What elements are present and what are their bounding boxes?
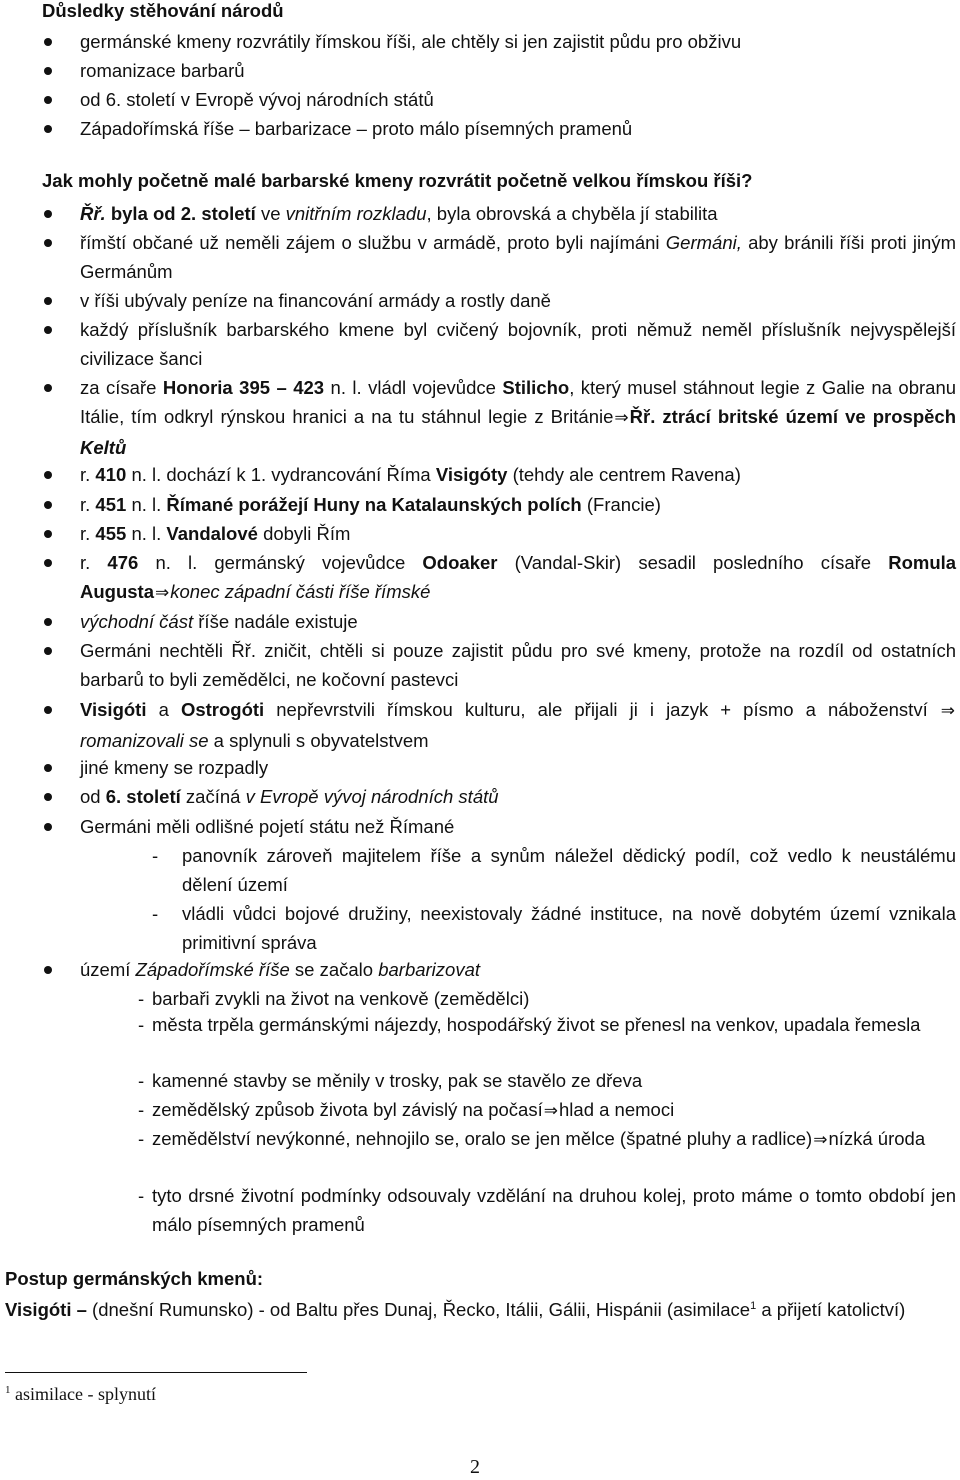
text-bold: Honoria 395 – 423 [162, 377, 325, 398]
text: se začalo [294, 959, 374, 980]
dash-item [152, 899, 956, 957]
text-italic: Západořímské říše [135, 959, 290, 980]
footnote-number: 1 [5, 1384, 11, 1396]
arrow-icon: ⇒ [614, 408, 629, 428]
text: n. l. germánský vojevůdce [155, 552, 406, 573]
dash-marker: - [138, 1128, 145, 1149]
dash-item [138, 1010, 956, 1039]
dash-item [152, 841, 956, 899]
list-item: jiné kmeny se rozpadly [80, 753, 956, 782]
text: města trpěla germánskými nájezdy, hospodářský život se přenesl na venkov, upadala řemesla [152, 1014, 921, 1035]
text-bold: 455 [95, 523, 127, 544]
text: panovník zároveň majitelem říše a synům náležel dědický podíl, což vedlo k neustálému dělení území [182, 845, 956, 895]
text: dobyli Řím [263, 523, 351, 544]
text: (dnešní Rumunsko) - od Baltu přes Dunaj, Řecko, Itálii, Gálii, Hispánii (asimilace [92, 1299, 751, 1320]
text: nízká úroda [828, 1128, 926, 1149]
text: n. l. dochází k 1. vydrancování Říma [131, 464, 431, 485]
text: r. [80, 494, 91, 515]
question-heading: Jak mohly početně malé barbarské kmeny rozvrátit početně velkou římskou říši? [42, 170, 753, 191]
text-bold: Řř. ztrácí britské území ve prospěch [629, 406, 956, 427]
text-bold: 476 [107, 552, 139, 573]
text-bold-italic: Keltů [80, 437, 127, 458]
list-item: Západořímská říše – barbarizace – proto málo písemných pramenů [80, 114, 956, 143]
list-item: každý příslušník barbarského kmene byl cvičený bojovník, proti němuž neměl příslušník nejvyspělejší civilizace šanci [80, 315, 956, 373]
dash-marker: - [152, 845, 159, 866]
text-italic: konec západní části říše římské [170, 581, 431, 602]
text: , který musel stáhnout legie z Galie na obranu Itálie, tím odkryl rýnskou hranici a na tu stáhnul legie z Británie [80, 377, 957, 427]
list-item: romanizace barbarů [80, 56, 956, 85]
list-item: v říši ubývaly peníze na financování armády a rostly daně [80, 286, 956, 315]
text-bold: 2. století [180, 203, 256, 224]
text-bold: Vandalové [166, 523, 258, 544]
list-item [80, 460, 956, 489]
text-bold: Odoaker [422, 552, 498, 573]
text: hlad a nemoci [559, 1099, 675, 1120]
text: r. [80, 523, 91, 544]
footnote [5, 1384, 156, 1405]
text-bold: Visigóty [435, 464, 508, 485]
list-item [80, 490, 956, 519]
dash-item [138, 1124, 956, 1155]
text-italic: barbarizovat [378, 959, 481, 980]
dash-item [138, 1181, 956, 1239]
text: , byla obrovská a chyběla jí stabilita [426, 203, 718, 224]
text: a přijetí katolictví) [761, 1299, 906, 1320]
text: římští občané už neměli zájem o službu v armádě, proto byli najímáni [80, 232, 660, 253]
text: n. l. [131, 523, 162, 544]
list-item [80, 695, 956, 755]
dash-marker: - [138, 988, 145, 1009]
list-item: germánské kmeny rozvrátily římskou říši, ale chtěly si jen zajistit půdu pro obživu [80, 27, 956, 56]
dash-marker: - [138, 1014, 145, 1035]
text-bold: 6. století [105, 786, 181, 807]
text-bold-italic: Řř. [80, 203, 106, 224]
list-item [80, 955, 956, 984]
text-bold: Římané porážejí Huny na Katalaunských polích [166, 494, 582, 515]
footnote-ref: 1 [750, 1299, 757, 1312]
text: aby bránili říši proti jiným Germánům [80, 232, 957, 282]
text: (Vandal-Skir) sesadil posledního císaře [514, 552, 872, 573]
text: kamenné stavby se měnily v trosky, pak se stavělo ze dřeva [152, 1070, 643, 1091]
text: území [80, 959, 131, 980]
dash-marker: - [138, 1185, 145, 1206]
text: ve [260, 203, 281, 224]
text: n. l. [131, 494, 162, 515]
text-bold: Stilicho [502, 377, 570, 398]
text-bold: Visigóti [80, 699, 147, 720]
text: zemědělství nevýkonné, nehnojilo se, oralo se jen mělce (špatné pluhy a radlice) [152, 1128, 813, 1149]
text-bold: Visigóti – [5, 1299, 87, 1320]
text: (Francie) [586, 494, 661, 515]
text-italic: Germáni, [665, 232, 742, 253]
list-item: od 6. století v Evropě vývoj národních států [80, 85, 956, 114]
text-italic: vnitřním rozkladu [285, 203, 427, 224]
text-italic: romanizovali se [80, 730, 209, 751]
arrow-icon: ⇒ [940, 701, 956, 721]
list-item [80, 228, 956, 286]
list-item: Germáni nechtěli Řř. zničit, chtěli si pouze zajistit půdu pro své kmeny, protože na rozdíl od ostatních barbarů to byli zemědělci, ne kočovní pastevci [80, 636, 956, 694]
text: r. [80, 464, 91, 485]
section-heading: Důsledky stěhování národů [42, 0, 284, 21]
text: nepřevrstvili římskou kulturu, ale přijali ji i jazyk + písmo a náboženství [276, 699, 928, 720]
text: barbaři zvykli na život na venkově (zemědělci) [152, 988, 530, 1009]
dash-item [138, 1066, 956, 1095]
dash-marker: - [138, 1099, 145, 1120]
text: od [80, 786, 101, 807]
text: (tehdy ale centrem Ravena) [512, 464, 741, 485]
text: za císaře [80, 377, 157, 398]
text-italic: východní část [80, 611, 194, 632]
text: začíná [185, 786, 241, 807]
dash-item [138, 1095, 956, 1126]
text-bold: Ostrogóti [180, 699, 265, 720]
text: n. l. vládl vojevůdce [330, 377, 496, 398]
text: tyto drsné životní podmínky odsouvaly vzdělání na druhou kolej, proto máme o tomto období jen málo písemných pramenů [152, 1185, 956, 1235]
text: a splynuli s obyvatelstvem [213, 730, 429, 751]
list-item [80, 782, 956, 811]
list-item [80, 607, 956, 636]
dash-marker: - [152, 903, 159, 924]
text: zemědělský způsob života byl závislý na počasí [152, 1099, 543, 1120]
text: r. [80, 552, 91, 573]
text-bold: 451 [95, 494, 127, 515]
footnote-text: asimilace - splynutí [15, 1384, 156, 1404]
text: vládli vůdci bojové družiny, neexistovaly žádné instituce, na nově dobytém území vznikala primitivní správa [182, 903, 956, 953]
text: říše nadále existuje [198, 611, 358, 632]
text-bold: byla od [110, 203, 176, 224]
list-item [80, 548, 956, 608]
arrow-icon: ⇒ [543, 1101, 558, 1121]
dash-marker: - [138, 1070, 145, 1091]
list-item [80, 373, 956, 462]
list-item [80, 519, 956, 548]
text-italic: v Evropě vývoj národních států [245, 786, 499, 807]
text-bold: 410 [95, 464, 127, 485]
paragraph [5, 1295, 957, 1324]
arrow-icon: ⇒ [813, 1130, 828, 1150]
page-number: 2 [470, 1456, 480, 1478]
section-heading: Postup germánských kmenů: [5, 1268, 264, 1289]
arrow-icon: ⇒ [155, 583, 170, 603]
dash-item [138, 984, 956, 1013]
text: a [158, 699, 169, 720]
text-bold: Romula Augusta [80, 552, 957, 602]
list-item: Germáni měli odlišné pojetí státu než Římané [80, 812, 956, 841]
list-item [80, 199, 956, 228]
footnote-divider [5, 1372, 307, 1373]
